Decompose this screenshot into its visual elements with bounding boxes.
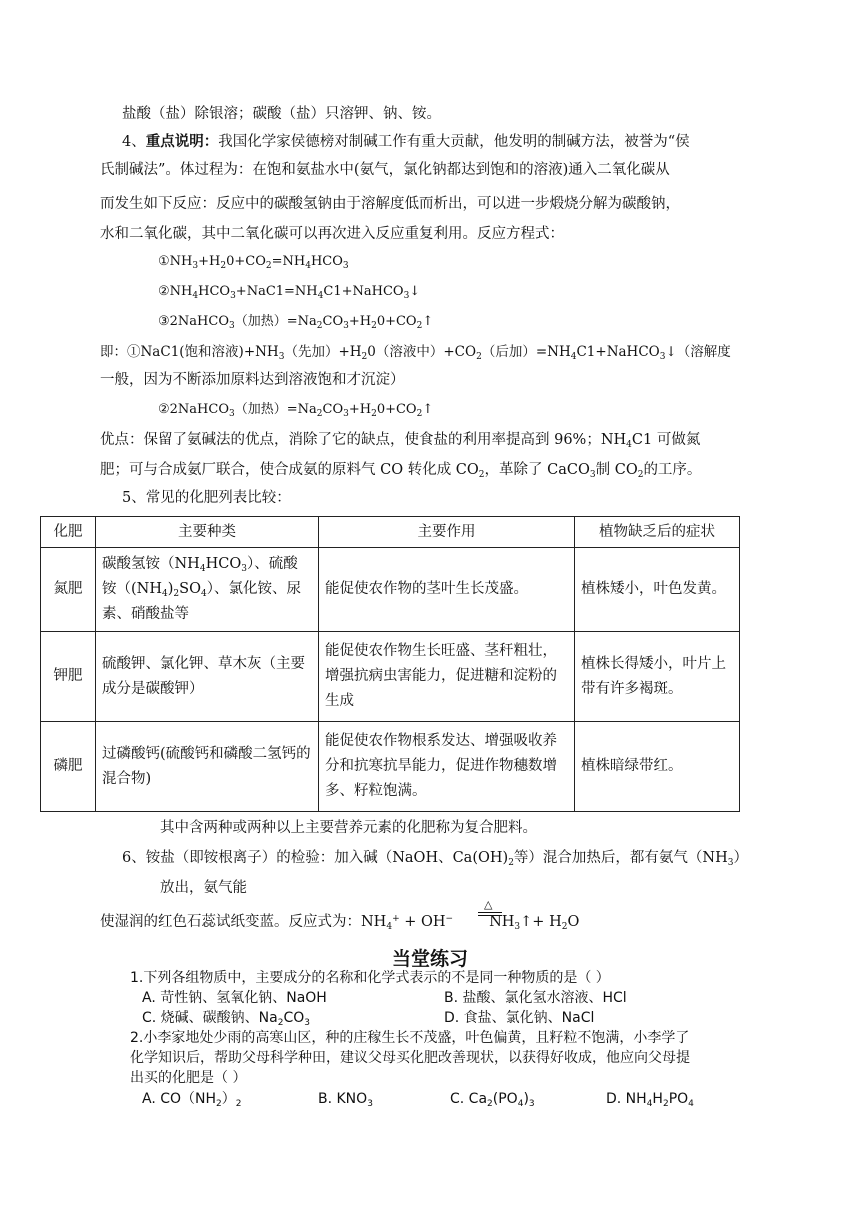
combined-line3: ②2NaHCO$_3$（加热）$=Na_2CO_3+H_20+CO_2↑$ [158, 402, 434, 419]
point4-line4: 水和二氧化碳，其中二氧化碳可以再次进入反应重复利用。反应方程式： [100, 226, 564, 242]
fertilizer-table [40, 516, 740, 812]
row-kinds: 过磷酸钙(硫酸钙和磷酸二氢钙的混合物) [96, 722, 319, 812]
point6-line2: 放出，氨气能 [160, 880, 247, 896]
intro-line: 盐酸（盐）除银溶；碳酸（盐）只溶钾、钠、铵。 [122, 106, 441, 122]
table-header-row [41, 517, 740, 548]
heat-triangle-icon: △ [484, 898, 493, 911]
table-row [41, 632, 740, 722]
q2-line3: 出买的化肥是（ ） [130, 1070, 247, 1086]
q1-option-a[interactable]: A. 苛性钠、氢氧化钠、NaOH [142, 990, 327, 1006]
q1-option-d[interactable]: D. 食盐、氯化钠、NaCl [444, 1010, 595, 1026]
point4-heading: 重点说明： [145, 133, 219, 150]
q2-option-b[interactable]: B. $KNO_3$ [318, 1091, 373, 1109]
table-row [41, 722, 740, 812]
advantage-line1: 优点：保留了氨碱法的优点，消除了它的缺点，使食盐的利用率提高到 96%；$NH_4C1$ 可做氮 [100, 432, 701, 450]
q2-line2: 化学知识后，帮助父母科学种田，建议父母买化肥改善现状，以获得好收成，他应向父母提 [130, 1050, 690, 1066]
point6-line1: 6、铵盐（即铵根离子）的检验：加入碱（NaOH、$Ca(OH)_2$等）混合加热后，都有氨气$(NH_3)$ [122, 850, 748, 868]
point4-line3: 而发生如下反应：反应中的碳酸氢钠由于溶解度低而析出，可以进一步煅烧分解为碳酸钠， [100, 196, 680, 212]
point4-line2: 氏制碱法”。体过程为：在饱和氨盐水中(氨气，氯化钠都达到饱和的溶液)通入二氧化碳从 [100, 162, 670, 178]
row-kinds: 硫酸钾、氯化钾、草木灰（主要成分是碳酸钾） [96, 632, 319, 722]
combined-line2: 一般，因为不断添加原料达到溶液饱和才沉淀） [100, 372, 405, 388]
reaction-2: $②NH_4HCO_3+NaC1=NH_4C1+NaHCO_3↓$ [158, 284, 421, 301]
row-symptom: 植株长得矮小，叶片上带有许多褐斑。 [575, 632, 740, 722]
heating-arrow [478, 898, 502, 917]
compound-note: 其中含两种或两种以上主要营养元素的化肥称为复合肥料。 [160, 820, 537, 836]
practice-title: 当堂练习 [391, 948, 468, 970]
q2-option-c[interactable]: C. $Ca_2(PO_4)_3$ [450, 1091, 535, 1109]
q1-option-b[interactable]: B. 盐酸、氯化氢水溶液、HCl [444, 990, 627, 1006]
q2-option-a[interactable]: A. $CO(NH_2)_2$ [142, 1091, 242, 1109]
q1-option-c[interactable]: C. 烧碱、碳酸钠、$Na_2CO_3$ [142, 1010, 310, 1028]
combined-line1: 即：①NaC1(饱和溶液)$+NH_3$（先加）$+H_20$（溶液中）$+CO_2$（后加）$=NH_4C1+NaHCO_3↓$（溶解度 [100, 344, 731, 362]
point5-line: 5、常见的化肥列表比较： [122, 490, 291, 506]
row-symptom: 植株暗绿带红。 [575, 722, 740, 812]
row-symptom: 植株矮小，叶色发黄。 [575, 548, 740, 632]
reaction-3: ③2NaHCO$_3$（加热）$=Na_2CO_3+H_20+CO_2↑$ [158, 314, 434, 331]
point4-text1: 我国化学家侯德榜对制碱工作有重大贡献，他发明的制碱方法，被誉为“侯 [218, 134, 690, 150]
point4-line1 [122, 132, 690, 152]
row-effect: 能促使农作物的茎叶生长茂盛。 [319, 548, 575, 632]
point4-num: 4、 [122, 134, 146, 150]
q2-option-d[interactable]: D. $NH_4H_2PO_4$ [606, 1091, 694, 1109]
reaction-1: $①NH_3+H_20+CO_2=NH_4HCO_3$ [158, 254, 349, 271]
row-kinds: 碳酸氢铵$(NH_4HCO_3)$、硫酸铵$((NH_4)_2SO_4)$、氯化铵、尿素、硝酸盐等 [96, 548, 319, 632]
header-symptom: 植物缺乏后的症状 [575, 517, 740, 548]
row-effect: 能促使农作物生长旺盛、茎秆粗壮，增强抗病虫害能力，促进糖和淀粉的生成 [319, 632, 575, 722]
header-fertilizer: 化肥 [41, 517, 96, 548]
q1-stem: 1.下列各组物质中，主要成分的名称和化学式表示的不是同一种物质的是（ ） [130, 970, 610, 986]
row-name: 氮肥 [41, 548, 96, 632]
table-row [41, 548, 740, 632]
point6-line3: 使湿润的红色石蕊试纸变蓝。反应式为：$NH_4^+ + OH^-$ $NH_3↑+ H_2O$ [100, 914, 580, 932]
header-effect: 主要作用 [319, 517, 575, 548]
header-kinds: 主要种类 [96, 517, 319, 548]
row-name: 钾肥 [41, 632, 96, 722]
row-name: 磷肥 [41, 722, 96, 812]
advantage-line2: 肥；可与合成氨厂联合，使合成氨的原料气 CO 转化成 $CO_2$，革除了 CaCO$_3$制 $CO_2$的工序。 [100, 462, 702, 480]
row-effect: 能促使农作物根系发达、增强吸收养分和抗寒抗旱能力，促进作物穗数增多、籽粒饱满。 [319, 722, 575, 812]
q2-line1: 2.小李家地处少雨的高寒山区，种的庄稼生长不茂盛，叶色偏黄，且籽粒不饱满，小李学了 [130, 1030, 690, 1046]
